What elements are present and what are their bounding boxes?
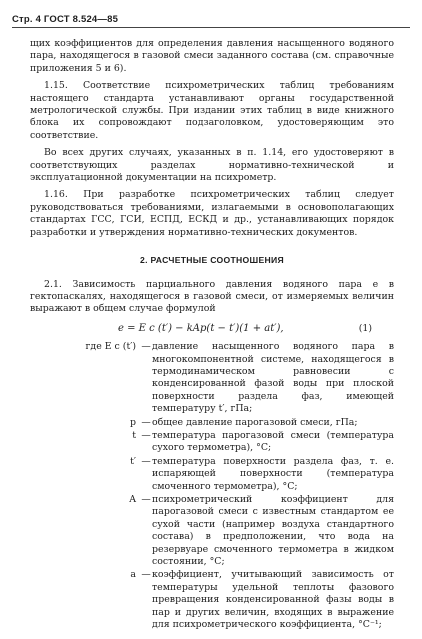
definition-text: температура поверхности раздела фаз, т. е. испаряющей поверхности (температура смоченного термометра), °С; xyxy=(152,455,394,492)
paragraph-1-16: 1.16. При разработке психрометрических таблиц следует руководствоваться требованиями, излагаемыми в основополагающих стандартах ГСС, ГСИ, ЕСПД, ЕСКД и др., устанавливающих порядок разработки и утверждения нормативно-технических документов. xyxy=(30,189,394,238)
paragraph-2-1: 2.1. Зависимость парциального давления водяного пара e в гектопаскалях, находящегося в газовой смеси, от измеряемых величин выражают в общем случае формулой xyxy=(30,278,394,315)
formula-number: (1) xyxy=(358,322,372,334)
paragraph-other-cases: Во всех других случаях, указанных в п. 1.14, его удостоверяют в соответствующих разделах нормативно-технической и эксплуатационной документации на психрометр. xyxy=(30,147,394,184)
definition-symbol: A xyxy=(129,494,136,505)
definition-symbol: a xyxy=(130,569,136,581)
formula-1: e = E c (t′) − kAp(t − t′)(1 + at′), xyxy=(118,322,284,334)
definition-text: общее давление парогазовой смеси, гПа; xyxy=(152,416,358,428)
definition-text: коэффициент, учитывающий зависимость от температуры удельной теплоты фазового превращения конденсированной фазы воды в пар и других величин, входящих в выражение для психрометрического коэффициента, °С⁻¹; xyxy=(152,569,394,631)
definition-row xyxy=(30,417,394,429)
definition-dash: — xyxy=(141,494,151,505)
formula-row xyxy=(30,323,394,335)
document-body xyxy=(30,38,394,632)
definition-row xyxy=(30,430,394,455)
paragraph-continuation: щих коэффициентов для определения давления насыщенного водяного пара, находящегося в газовой смеси заданного состава (см. справочные приложения 5 и 6). xyxy=(30,38,394,74)
definition-dash: — xyxy=(141,416,151,428)
definition-row xyxy=(30,456,394,493)
definition-symbol: t xyxy=(132,429,136,441)
definition-text: температура парогазовой смеси (температура сухого термометра), °С; xyxy=(152,429,394,454)
definition-row xyxy=(30,569,394,631)
definition-text: давление насыщенного водяного пара в многокомпонентной системе, находящегося в термодинамическом равновесии с конденсированной фазой воды при плоской поверхности раздела фаз, имеющей температуру t′, гПа; xyxy=(152,341,394,415)
paragraph-1-15: 1.15. Соответствие психрометрических таблиц требованиям настоящего стандарта устанавливают органы государственной метрологической службы. При издании этих таблиц в виде книжного блока их сопровождают подзаголовком, удостоверяющим это соответствие. xyxy=(30,80,394,141)
definition-dash: — xyxy=(141,455,151,467)
definition-symbol: p xyxy=(129,416,136,428)
definition-dash: — xyxy=(141,429,151,441)
definition-dash: — xyxy=(141,341,151,353)
definitions-list xyxy=(30,341,394,631)
definition-text: психрометрический коэффициент для парогазовой смеси с известным стандартом ее сухой части (например воздуха стандартного состава) в предположении, что вода на резервуаре смоченного термометра в жидком состоянии, °С; xyxy=(152,494,394,568)
section-title: 2. РАСЧЕТНЫЕ СООТНОШЕНИЯ xyxy=(140,255,284,266)
definition-symbol: где E c (t′) xyxy=(85,341,136,353)
definition-row xyxy=(30,494,394,568)
page-header: Стр. 4 ГОСТ 8.524—85 xyxy=(12,14,119,25)
definition-dash: — xyxy=(141,569,151,581)
definition-symbol: t′ xyxy=(130,455,136,467)
definition-row xyxy=(30,341,394,415)
header-rule xyxy=(12,27,410,28)
